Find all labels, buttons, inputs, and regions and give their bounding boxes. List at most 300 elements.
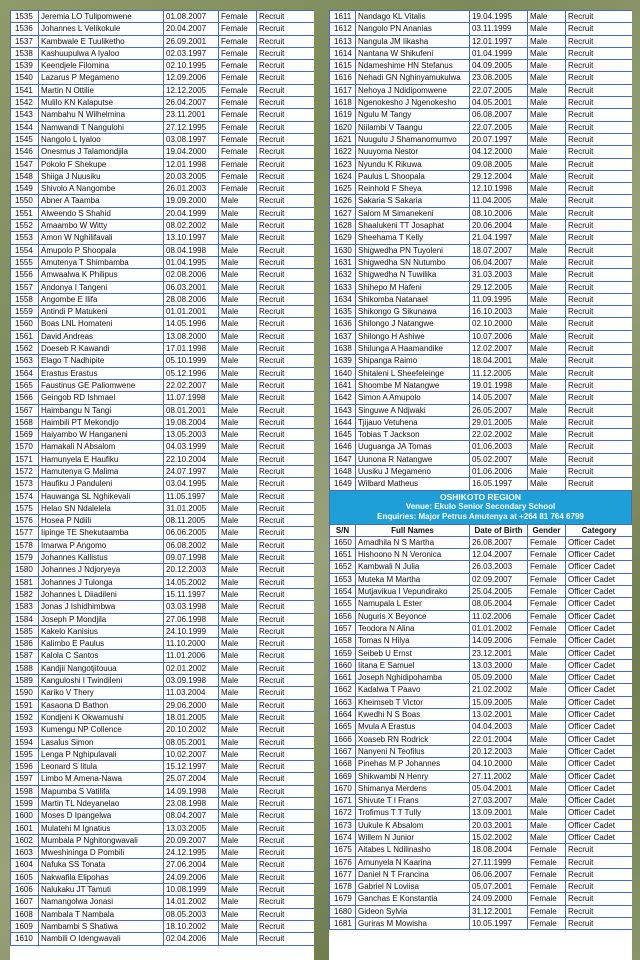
cell-full-name: Mutjavikua I Vepundirako — [356, 586, 470, 598]
cell-date-of-birth: 20.12.2003 — [470, 745, 528, 757]
cell-date-of-birth: 08.01.2001 — [164, 404, 219, 416]
table-row — [330, 549, 633, 561]
cell-sn: 1620 — [330, 121, 356, 133]
cell-sn: 1599 — [11, 798, 39, 810]
cell-gender: Male — [528, 47, 566, 59]
cell-full-name: Shoombe M Natangwe — [356, 379, 470, 391]
cell-gender: Male — [528, 72, 566, 84]
cell-full-name: Nambala T Nambala — [39, 908, 164, 920]
cell-gender: Female — [528, 893, 566, 905]
cell-date-of-birth: 16.05.1997 — [470, 478, 528, 490]
cell-sn: 1611 — [330, 11, 356, 23]
table-row — [330, 659, 633, 671]
cell-sn: 1660 — [330, 659, 356, 671]
table-row — [330, 72, 633, 84]
cell-category: Recruit — [257, 527, 315, 539]
cell-sn: 1633 — [330, 281, 356, 293]
cell-category: Recruit — [566, 109, 633, 121]
table-row — [330, 195, 633, 207]
cell-gender: Male — [219, 330, 257, 342]
cell-date-of-birth: 02.10.1995 — [164, 60, 219, 72]
cell-full-name: Amaambo W Witty — [39, 220, 164, 232]
table-row — [11, 183, 315, 195]
cell-date-of-birth: 08.11.2005 — [164, 515, 219, 527]
table-row — [11, 97, 315, 109]
cell-sn: 1669 — [330, 770, 356, 782]
cell-date-of-birth: 14.05.2002 — [164, 576, 219, 588]
cell-category: Recruit — [257, 269, 315, 281]
cell-category: Recruit — [257, 232, 315, 244]
cell-gender: Male — [528, 819, 566, 831]
table-row — [330, 881, 633, 893]
cell-date-of-birth: 03.08.1997 — [164, 133, 219, 145]
cell-gender: Male — [219, 810, 257, 822]
cell-full-name: Johannes J Ndjoryeya — [39, 564, 164, 576]
table-row — [11, 613, 315, 625]
right-list-panel — [329, 10, 632, 960]
cell-date-of-birth: 23.08.1998 — [164, 798, 219, 810]
header-sn: S/N — [330, 524, 356, 536]
cell-full-name: Geingob RD Ishmael — [39, 392, 164, 404]
cell-date-of-birth: 10.07.2006 — [470, 330, 528, 342]
cell-sn: 1642 — [330, 392, 356, 404]
table-row — [330, 306, 633, 318]
table-row — [11, 416, 315, 428]
cell-full-name: Andonya I Tangeni — [39, 281, 164, 293]
cell-date-of-birth: 03.11.1999 — [470, 23, 528, 35]
table-row — [330, 170, 633, 182]
cell-gender: Female — [528, 856, 566, 868]
cell-category: Recruit — [566, 453, 633, 465]
cell-full-name: Gabriel N Loviisa — [356, 881, 470, 893]
cell-date-of-birth: 05.02.2007 — [470, 453, 528, 465]
cell-gender: Male — [219, 638, 257, 650]
cell-category: Recruit — [257, 146, 315, 158]
cell-category: Recruit — [257, 638, 315, 650]
table-row — [330, 795, 633, 807]
cell-gender: Male — [219, 711, 257, 723]
cell-sn: 1632 — [330, 269, 356, 281]
table-row — [11, 515, 315, 527]
cell-category: Officer Cadet — [566, 721, 633, 733]
cell-date-of-birth: 06.06.2005 — [164, 527, 219, 539]
cell-category: Recruit — [257, 662, 315, 674]
cell-date-of-birth: 18.10.2002 — [164, 920, 219, 932]
cell-sn: 1650 — [330, 536, 356, 548]
cell-date-of-birth: 04.03.1999 — [164, 441, 219, 453]
cell-category: Recruit — [257, 736, 315, 748]
cell-full-name: Ngenokesho J Ngenokesho — [356, 97, 470, 109]
table-row — [330, 158, 633, 170]
cell-category: Recruit — [566, 465, 633, 477]
cell-full-name: Namupala L Ester — [356, 598, 470, 610]
cell-category: Recruit — [257, 687, 315, 699]
cell-category: Recruit — [257, 23, 315, 35]
cell-sn: 1646 — [330, 441, 356, 453]
cell-date-of-birth: 29.06.2000 — [164, 699, 219, 711]
cell-sn: 1638 — [330, 343, 356, 355]
cell-sn: 1602 — [11, 834, 39, 846]
cell-full-name: Seibeb U Ernst — [356, 647, 470, 659]
cell-date-of-birth: 24.12.1995 — [164, 847, 219, 859]
cell-sn: 1641 — [330, 379, 356, 391]
cell-full-name: Amupolo P Shoopala — [39, 244, 164, 256]
table-row — [330, 684, 633, 696]
cell-full-name: Haiyambo W Hanganeni — [39, 429, 164, 441]
cell-sn: 1624 — [330, 170, 356, 182]
cell-category: Recruit — [566, 844, 633, 856]
table-row — [330, 84, 633, 96]
cell-full-name: Ngulu M Tangy — [356, 109, 470, 121]
cell-category: Officer Cadet — [566, 672, 633, 684]
cell-category: Recruit — [566, 207, 633, 219]
cell-date-of-birth: 05.09.2000 — [470, 672, 528, 684]
cell-full-name: Kariko V Thery — [39, 687, 164, 699]
table-row — [11, 379, 315, 391]
cell-gender: Male — [219, 318, 257, 330]
cell-date-of-birth: 24.07.1997 — [164, 465, 219, 477]
cell-full-name: Hishoono N N Veronica — [356, 549, 470, 561]
table-row — [330, 146, 633, 158]
table-row — [330, 35, 633, 47]
cell-sn: 1655 — [330, 598, 356, 610]
cell-date-of-birth: 11.03.2004 — [164, 687, 219, 699]
cell-sn: 1645 — [330, 429, 356, 441]
table-row — [11, 269, 315, 281]
cell-category: Recruit — [257, 207, 315, 219]
table-row — [11, 884, 315, 896]
cell-category: Recruit — [257, 133, 315, 145]
table-row — [330, 709, 633, 721]
cell-gender: Male — [219, 343, 257, 355]
cell-sn: 1562 — [11, 343, 39, 355]
cell-category: Officer Cadet — [566, 610, 633, 622]
cell-gender: Male — [219, 256, 257, 268]
cell-gender: Female — [528, 536, 566, 548]
cell-category: Recruit — [257, 465, 315, 477]
cell-date-of-birth: 11.02.2006 — [470, 610, 528, 622]
cell-date-of-birth: 08.02.2002 — [164, 220, 219, 232]
cell-gender: Male — [528, 659, 566, 671]
table-row — [330, 635, 633, 647]
cell-full-name: Shigwedha PN Tuyoleni — [356, 244, 470, 256]
cell-gender: Female — [219, 60, 257, 72]
cell-sn: 1541 — [11, 84, 39, 96]
cell-full-name: Kadalwa T Paavo — [356, 684, 470, 696]
table-row — [330, 868, 633, 880]
cell-category: Recruit — [566, 195, 633, 207]
cell-sn: 1617 — [330, 84, 356, 96]
cell-date-of-birth: 14.01.2002 — [164, 896, 219, 908]
cell-category: Recruit — [566, 220, 633, 232]
cell-category: Recruit — [566, 23, 633, 35]
cell-gender: Female — [219, 133, 257, 145]
cell-gender: Female — [528, 549, 566, 561]
table-row — [11, 711, 315, 723]
cell-gender: Female — [219, 109, 257, 121]
cell-full-name: Elago T Nadhipite — [39, 355, 164, 367]
cell-full-name: Amadhila N S Martha — [356, 536, 470, 548]
cell-gender: Male — [528, 453, 566, 465]
cell-gender: Male — [219, 588, 257, 600]
cell-gender: Male — [219, 920, 257, 932]
cell-full-name: David Andreas — [39, 330, 164, 342]
table-row — [330, 536, 633, 548]
region-venue: Venue: Ekulo Senior Secondary School — [405, 501, 556, 511]
cell-full-name: Kondjeni K Okwamushi — [39, 711, 164, 723]
cell-full-name: Uusiku J Megameno — [356, 465, 470, 477]
cell-full-name: Pinehas M P Johannes — [356, 758, 470, 770]
cell-category: Recruit — [566, 232, 633, 244]
table-row — [11, 392, 315, 404]
cell-full-name: Lasalus Simon — [39, 736, 164, 748]
cell-full-name: Amutenya T Shimbamba — [39, 256, 164, 268]
cell-gender: Male — [528, 256, 566, 268]
cell-full-name: Jeremia LO Tulipomwene — [39, 11, 164, 23]
cell-gender: Male — [219, 490, 257, 502]
table-row — [330, 586, 633, 598]
cell-category: Recruit — [257, 859, 315, 871]
cell-full-name: Namangolwa Jonasi — [39, 896, 164, 908]
cell-category: Recruit — [257, 933, 315, 945]
cell-date-of-birth: 13.10.1997 — [164, 232, 219, 244]
cell-full-name: Helao SN Ndalelela — [39, 502, 164, 514]
cell-gender: Male — [528, 121, 566, 133]
cell-full-name: Shigwedha N Tuwilika — [356, 269, 470, 281]
cell-date-of-birth: 27.11.2002 — [470, 770, 528, 782]
cell-gender: Male — [528, 807, 566, 819]
cell-gender: Male — [528, 733, 566, 745]
cell-category: Officer Cadet — [566, 659, 633, 671]
cell-sn: 1627 — [330, 207, 356, 219]
cell-gender: Male — [528, 392, 566, 404]
table-row — [11, 23, 315, 35]
table-row — [11, 478, 315, 490]
cell-sn: 1667 — [330, 745, 356, 757]
cell-sn: 1666 — [330, 733, 356, 745]
cell-gender: Female — [528, 918, 566, 930]
cell-full-name: Angombe E Ilifa — [39, 293, 164, 305]
cell-category: Recruit — [566, 881, 633, 893]
cell-date-of-birth: 02.01.2002 — [164, 662, 219, 674]
cell-date-of-birth: 22.02.2007 — [164, 379, 219, 391]
cell-full-name: Johannes J Tulonga — [39, 576, 164, 588]
cell-full-name: Nambili O Idengwavali — [39, 933, 164, 945]
cell-date-of-birth: 05.04.2001 — [470, 782, 528, 794]
cell-category: Recruit — [566, 281, 633, 293]
cell-sn: 1628 — [330, 220, 356, 232]
cell-full-name: Aitabes L Ndilinasho — [356, 844, 470, 856]
cell-date-of-birth: 12.01.1997 — [470, 35, 528, 47]
cell-gender: Male — [528, 795, 566, 807]
cell-sn: 1593 — [11, 724, 39, 736]
cell-gender: Male — [219, 933, 257, 945]
cell-category: Officer Cadet — [566, 782, 633, 794]
cell-category: Recruit — [566, 183, 633, 195]
table-row — [11, 306, 315, 318]
cell-sn: 1566 — [11, 392, 39, 404]
cell-date-of-birth: 18.04.2001 — [470, 355, 528, 367]
table-row — [11, 355, 315, 367]
cell-full-name: Nafuka SS Tonata — [39, 859, 164, 871]
cell-gender: Female — [528, 881, 566, 893]
cell-gender: Male — [528, 318, 566, 330]
cell-sn: 1571 — [11, 453, 39, 465]
cell-category: Recruit — [566, 170, 633, 182]
cell-date-of-birth: 27.11.1999 — [470, 856, 528, 868]
cell-sn: 1600 — [11, 810, 39, 822]
cell-date-of-birth: 22.10.2004 — [164, 453, 219, 465]
cell-gender: Male — [528, 379, 566, 391]
cell-sn: 1603 — [11, 847, 39, 859]
cell-category: Recruit — [566, 293, 633, 305]
cell-category: Officer Cadet — [566, 819, 633, 831]
table-row — [11, 47, 315, 59]
cell-date-of-birth: 11.04.2005 — [470, 195, 528, 207]
cell-sn: 1658 — [330, 635, 356, 647]
cell-full-name: Shimanya Merdens — [356, 782, 470, 794]
cell-sn: 1604 — [11, 859, 39, 871]
cell-full-name: Uukule K Absalom — [356, 819, 470, 831]
cell-full-name: Imarwa P Angomo — [39, 539, 164, 551]
cell-date-of-birth: 13.03.2000 — [470, 659, 528, 671]
cell-category: Recruit — [257, 884, 315, 896]
cell-category: Recruit — [257, 724, 315, 736]
cell-sn: 1643 — [330, 404, 356, 416]
cell-sn: 1561 — [11, 330, 39, 342]
cell-full-name: Hamutenya G Malima — [39, 465, 164, 477]
cell-gender: Male — [528, 429, 566, 441]
cell-category: Recruit — [566, 379, 633, 391]
cell-full-name: Simon A Amupolo — [356, 392, 470, 404]
table-row — [330, 256, 633, 268]
cell-date-of-birth: 22.02.2002 — [470, 429, 528, 441]
cell-sn: 1629 — [330, 232, 356, 244]
cell-sn: 1584 — [11, 613, 39, 625]
cell-category: Recruit — [257, 871, 315, 883]
cell-category: Recruit — [566, 256, 633, 268]
cell-date-of-birth: 14.09.1998 — [164, 785, 219, 797]
cell-category: Recruit — [566, 60, 633, 72]
cell-gender: Male — [528, 330, 566, 342]
cell-full-name: Shitaleni L Sheefeleinge — [356, 367, 470, 379]
cell-sn: 1570 — [11, 441, 39, 453]
cell-sn: 1623 — [330, 158, 356, 170]
cell-category: Officer Cadet — [566, 536, 633, 548]
cell-full-name: Nandago KL Vitalis — [356, 11, 470, 23]
cell-gender: Male — [219, 785, 257, 797]
cell-gender: Female — [528, 573, 566, 585]
cell-full-name: Shigwedha SN Nutumbo — [356, 256, 470, 268]
cell-full-name: Nambambi S Shatiwa — [39, 920, 164, 932]
cell-category: Recruit — [566, 343, 633, 355]
cell-category: Recruit — [257, 785, 315, 797]
cell-gender: Female — [528, 868, 566, 880]
cell-gender: Male — [528, 146, 566, 158]
table-row — [11, 490, 315, 502]
cell-full-name: Mulatehi M Ignatius — [39, 822, 164, 834]
table-row — [11, 256, 315, 268]
cell-full-name: Ndameshime HN Stefanus — [356, 60, 470, 72]
cell-date-of-birth: 13.03.2005 — [164, 822, 219, 834]
oshikoto-table — [329, 524, 632, 931]
cell-sn: 1678 — [330, 881, 356, 893]
cell-sn: 1572 — [11, 465, 39, 477]
table-row — [330, 453, 633, 465]
table-row — [11, 158, 315, 170]
table-row — [330, 598, 633, 610]
cell-full-name: Sakaria S Sakaria — [356, 195, 470, 207]
cell-gender: Male — [528, 183, 566, 195]
header-category: Category — [566, 524, 633, 536]
cell-category: Recruit — [566, 404, 633, 416]
table-row — [11, 564, 315, 576]
cell-date-of-birth: 02.08.2006 — [164, 269, 219, 281]
cell-full-name: Sheehama T Kelly — [356, 232, 470, 244]
table-row — [11, 195, 315, 207]
cell-category: Recruit — [257, 367, 315, 379]
cell-gender: Male — [528, 770, 566, 782]
cell-gender: Male — [528, 709, 566, 721]
cell-gender: Male — [528, 170, 566, 182]
cell-date-of-birth: 08.04.1998 — [164, 244, 219, 256]
cell-gender: Male — [528, 84, 566, 96]
cell-date-of-birth: 26.04.2007 — [164, 97, 219, 109]
cell-category: Recruit — [257, 478, 315, 490]
cell-date-of-birth: 22.01.2004 — [470, 733, 528, 745]
cell-date-of-birth: 27.03.2007 — [470, 795, 528, 807]
cell-date-of-birth: 01.01.2002 — [470, 622, 528, 634]
cell-category: Recruit — [566, 918, 633, 930]
cell-sn: 1612 — [330, 23, 356, 35]
cell-gender: Female — [528, 635, 566, 647]
cell-sn: 1661 — [330, 672, 356, 684]
cell-gender: Male — [528, 133, 566, 145]
cell-date-of-birth: 20.04.1999 — [164, 207, 219, 219]
cell-date-of-birth: 13.09.2001 — [470, 807, 528, 819]
cell-gender: Male — [528, 416, 566, 428]
cell-category: Recruit — [257, 896, 315, 908]
cell-gender: Male — [219, 195, 257, 207]
table-row — [330, 745, 633, 757]
cell-category: Recruit — [257, 355, 315, 367]
cell-date-of-birth: 01.06.2003 — [470, 441, 528, 453]
cell-gender: Female — [219, 35, 257, 47]
cell-sn: 1622 — [330, 146, 356, 158]
cell-full-name: Nehadi GN Nghinyamukulwa — [356, 72, 470, 84]
cell-gender: Male — [219, 601, 257, 613]
cell-sn: 1636 — [330, 318, 356, 330]
cell-full-name: Trofimus T T Tully — [356, 807, 470, 819]
table-row — [330, 672, 633, 684]
cell-category: Officer Cadet — [566, 745, 633, 757]
cell-sn: 1657 — [330, 622, 356, 634]
table-row — [330, 293, 633, 305]
cell-full-name: Nambahu N Wilhelmina — [39, 109, 164, 121]
cell-category: Recruit — [257, 515, 315, 527]
cell-gender: Male — [528, 367, 566, 379]
table-row — [330, 622, 633, 634]
cell-date-of-birth: 06.08.2007 — [470, 109, 528, 121]
cell-gender: Female — [528, 844, 566, 856]
cell-sn: 1626 — [330, 195, 356, 207]
cell-full-name: Nantana W Shikufeni — [356, 47, 470, 59]
table-row — [11, 761, 315, 773]
oshikoto-table-body — [330, 536, 633, 930]
cell-gender: Male — [219, 650, 257, 662]
cell-sn: 1671 — [330, 795, 356, 807]
cell-sn: 1550 — [11, 195, 39, 207]
